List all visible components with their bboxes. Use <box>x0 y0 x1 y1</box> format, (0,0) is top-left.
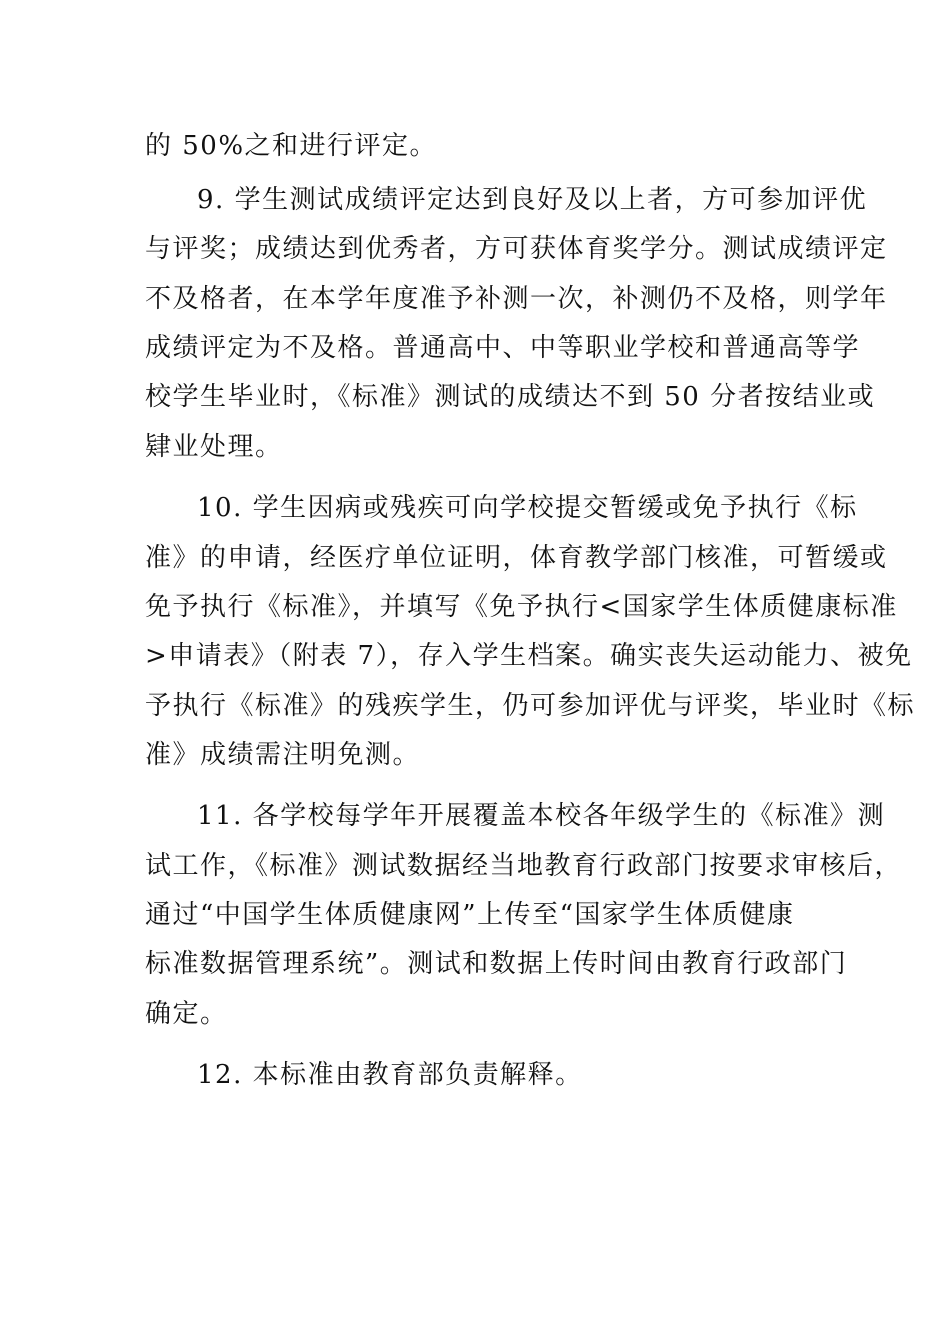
paragraph-11-line: 确定。 <box>145 999 228 1029</box>
paragraph-9-line: 不及格者，在本学年度准予补测一次，补测仍不及格，则学年 <box>145 284 888 314</box>
paragraph-9-line: 成绩评定为不及格。普通高中、中等职业学校和普通高等学 <box>145 333 861 363</box>
paragraph-11-line: 标准数据管理系统”。测试和数据上传时间由教育行政部门 <box>145 949 848 979</box>
paragraph-10-line: 准》成绩需注明免测。 <box>145 740 421 770</box>
paragraph-10-line: 10. 学生因病或残疾可向学校提交暂缓或免予执行《标 <box>197 493 858 523</box>
paragraph-9-line: 与评奖；成绩达到优秀者，方可获体育奖学分。测试成绩评定 <box>145 234 888 264</box>
paragraph-11-line: 11. 各学校每学年开展覆盖本校各年级学生的《标准》测 <box>197 801 886 831</box>
paragraph-10-line: 免予执行《标准》，并填写《免予执行<国家学生体质健康标准 <box>145 592 898 622</box>
paragraph-9-line: 9. 学生测试成绩评定达到良好及以上者，方可参加评优 <box>197 185 868 215</box>
text-line: 的 50%之和进行评定。 <box>145 131 438 161</box>
paragraph-9-line: 校学生毕业时，《标准》测试的成绩达不到 50 分者按结业或 <box>145 382 876 412</box>
paragraph-12-line: 12. 本标准由教育部负责解释。 <box>197 1060 583 1090</box>
paragraph-9-line: 肄业处理。 <box>145 432 283 462</box>
paragraph-11-line: 试工作，《标准》测试数据经当地教育行政部门按要求审核后， <box>145 851 903 881</box>
paragraph-10-line: >申请表》（附表 7），存入学生档案。确实丧失运动能力、被免 <box>145 641 913 671</box>
paragraph-10-line: 准》的申请，经医疗单位证明，体育教学部门核准，可暂缓或 <box>145 543 888 573</box>
paragraph-10-line: 予执行《标准》的残疾学生，仍可参加评优与评奖，毕业时《标 <box>145 691 916 721</box>
paragraph-11-line: 通过“中国学生体质健康网”上传至“国家学生体质健康 <box>145 900 795 930</box>
